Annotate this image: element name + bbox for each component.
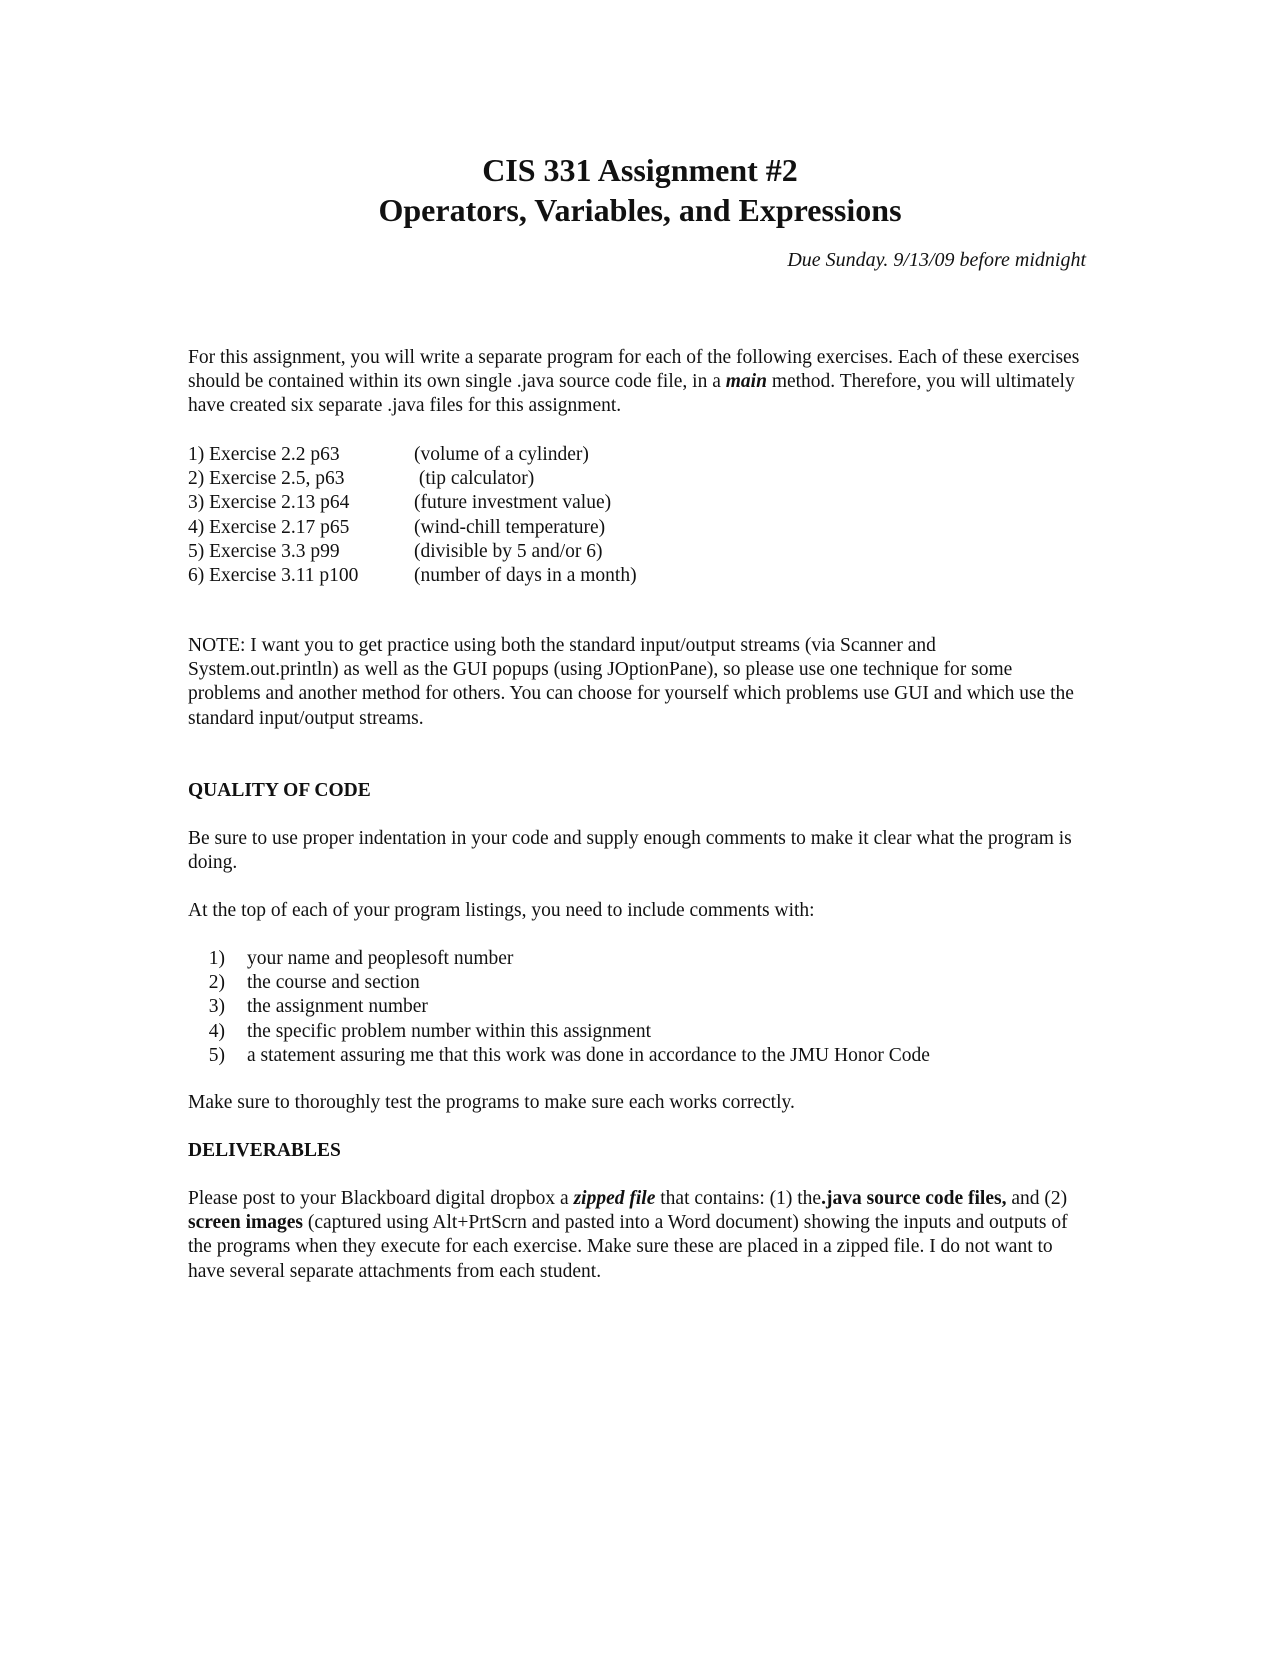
listing-comments-paragraph: At the top of each of your program listings, you need to include comments with: bbox=[188, 900, 815, 921]
deliverables-text-4: (captured using Alt+PrtScrn and pasted into a Word document) showing the inputs and outputs of the programs when they execute for each exercise. Make sure these are placed in a zipped file. I do not want to have several separate attachments from each student. bbox=[188, 1212, 1068, 1282]
requirement-text: a statement assuring me that this work was done in accordance to the JMU Honor Code bbox=[247, 1044, 930, 1066]
exercise-label: 6) Exercise 3.11 p100 bbox=[188, 565, 359, 587]
intro-paragraph bbox=[188, 346, 1088, 419]
deliverables-text-1: Please post to your Blackboard digital dropbox a bbox=[188, 1188, 574, 1209]
exercise-label: 4) Exercise 2.17 p65 bbox=[188, 516, 350, 538]
zipped-file-emphasis: zipped file bbox=[573, 1188, 656, 1209]
requirement-item bbox=[188, 1020, 1088, 1044]
requirement-number: 5) bbox=[208, 1044, 225, 1066]
exercise-label: 2) Exercise 2.5, p63 bbox=[188, 468, 345, 490]
requirement-text: the course and section bbox=[247, 972, 420, 994]
intro-text-2: method. Therefore, you will ultimately have created six separate .java files for this assignment. bbox=[188, 371, 1075, 417]
exercise-item bbox=[188, 564, 1088, 588]
requirement-item bbox=[188, 1044, 1088, 1068]
exercise-description: (divisible by 5 and/or 6) bbox=[414, 540, 603, 562]
exercise-label: 3) Exercise 2.13 p64 bbox=[188, 492, 350, 514]
document-title bbox=[0, 150, 1280, 230]
exercise-description: (future investment value) bbox=[414, 492, 612, 514]
requirement-item bbox=[188, 995, 1088, 1019]
deliverables-text-3: and (2) bbox=[1006, 1188, 1068, 1209]
testing-paragraph: Make sure to thoroughly test the programs to make sure each works correctly. bbox=[188, 1092, 795, 1113]
requirement-text: the assignment number bbox=[247, 996, 428, 1018]
exercise-label: 5) Exercise 3.3 p99 bbox=[188, 540, 340, 562]
requirement-number: 3) bbox=[208, 996, 225, 1018]
title-line-2: Operators, Variables, and Expressions bbox=[378, 192, 902, 228]
exercise-description: (number of days in a month) bbox=[414, 565, 637, 587]
deliverables-heading: DELIVERABLES bbox=[188, 1140, 341, 1161]
exercise-description: (volume of a cylinder) bbox=[414, 444, 589, 465]
requirement-number: 1) bbox=[208, 948, 225, 969]
exercise-item bbox=[188, 467, 1088, 491]
exercise-label: 1) Exercise 2.2 p63 bbox=[188, 444, 340, 465]
exercise-item bbox=[188, 491, 1088, 515]
deliverables-paragraph bbox=[188, 1187, 1088, 1284]
intro-emphasis-main: main bbox=[725, 371, 767, 393]
screen-images-emphasis: screen images bbox=[188, 1212, 303, 1234]
exercise-list bbox=[188, 443, 1088, 588]
quality-of-code-heading: QUALITY OF CODE bbox=[188, 780, 371, 801]
requirement-number: 2) bbox=[208, 972, 225, 994]
exercise-item bbox=[188, 516, 1088, 540]
title-line-1: CIS 331 Assignment #2 bbox=[482, 152, 798, 188]
due-date: Due Sunday. 9/13/09 before midnight bbox=[787, 249, 1086, 271]
requirements-list bbox=[188, 947, 1088, 1068]
indentation-paragraph: Be sure to use proper indentation in your code and supply enough comments to make it clear what the program is doing. bbox=[188, 828, 1072, 874]
java-files-emphasis: .java source code files, bbox=[821, 1188, 1007, 1209]
requirement-item bbox=[188, 947, 1088, 971]
requirement-item bbox=[188, 971, 1088, 995]
deliverables-text-2: that contains: (1) the bbox=[655, 1188, 822, 1209]
exercise-item bbox=[188, 443, 1088, 467]
intro-text-1: For this assignment, you will write a separate program for each of the following exercises. Each of these exercises should be contained within its own single .java source code file, in a bbox=[188, 347, 1080, 393]
exercise-description: (wind-chill temperature) bbox=[414, 516, 606, 538]
exercise-description: (tip calculator) bbox=[414, 468, 535, 490]
exercise-item bbox=[188, 540, 1088, 564]
requirement-text: the specific problem number within this assignment bbox=[247, 1020, 652, 1042]
note-paragraph: NOTE: I want you to get practice using both the standard input/output streams (via Scanner and System.out.println) as well as the GUI popups (using JOptionPane), so please use one technique for some problems and another method for others. You can choose for yourself which problems use GUI and which use the standard input/output streams. bbox=[188, 635, 1074, 729]
requirement-number: 4) bbox=[208, 1020, 225, 1042]
requirement-text: your name and peoplesoft number bbox=[247, 948, 514, 969]
